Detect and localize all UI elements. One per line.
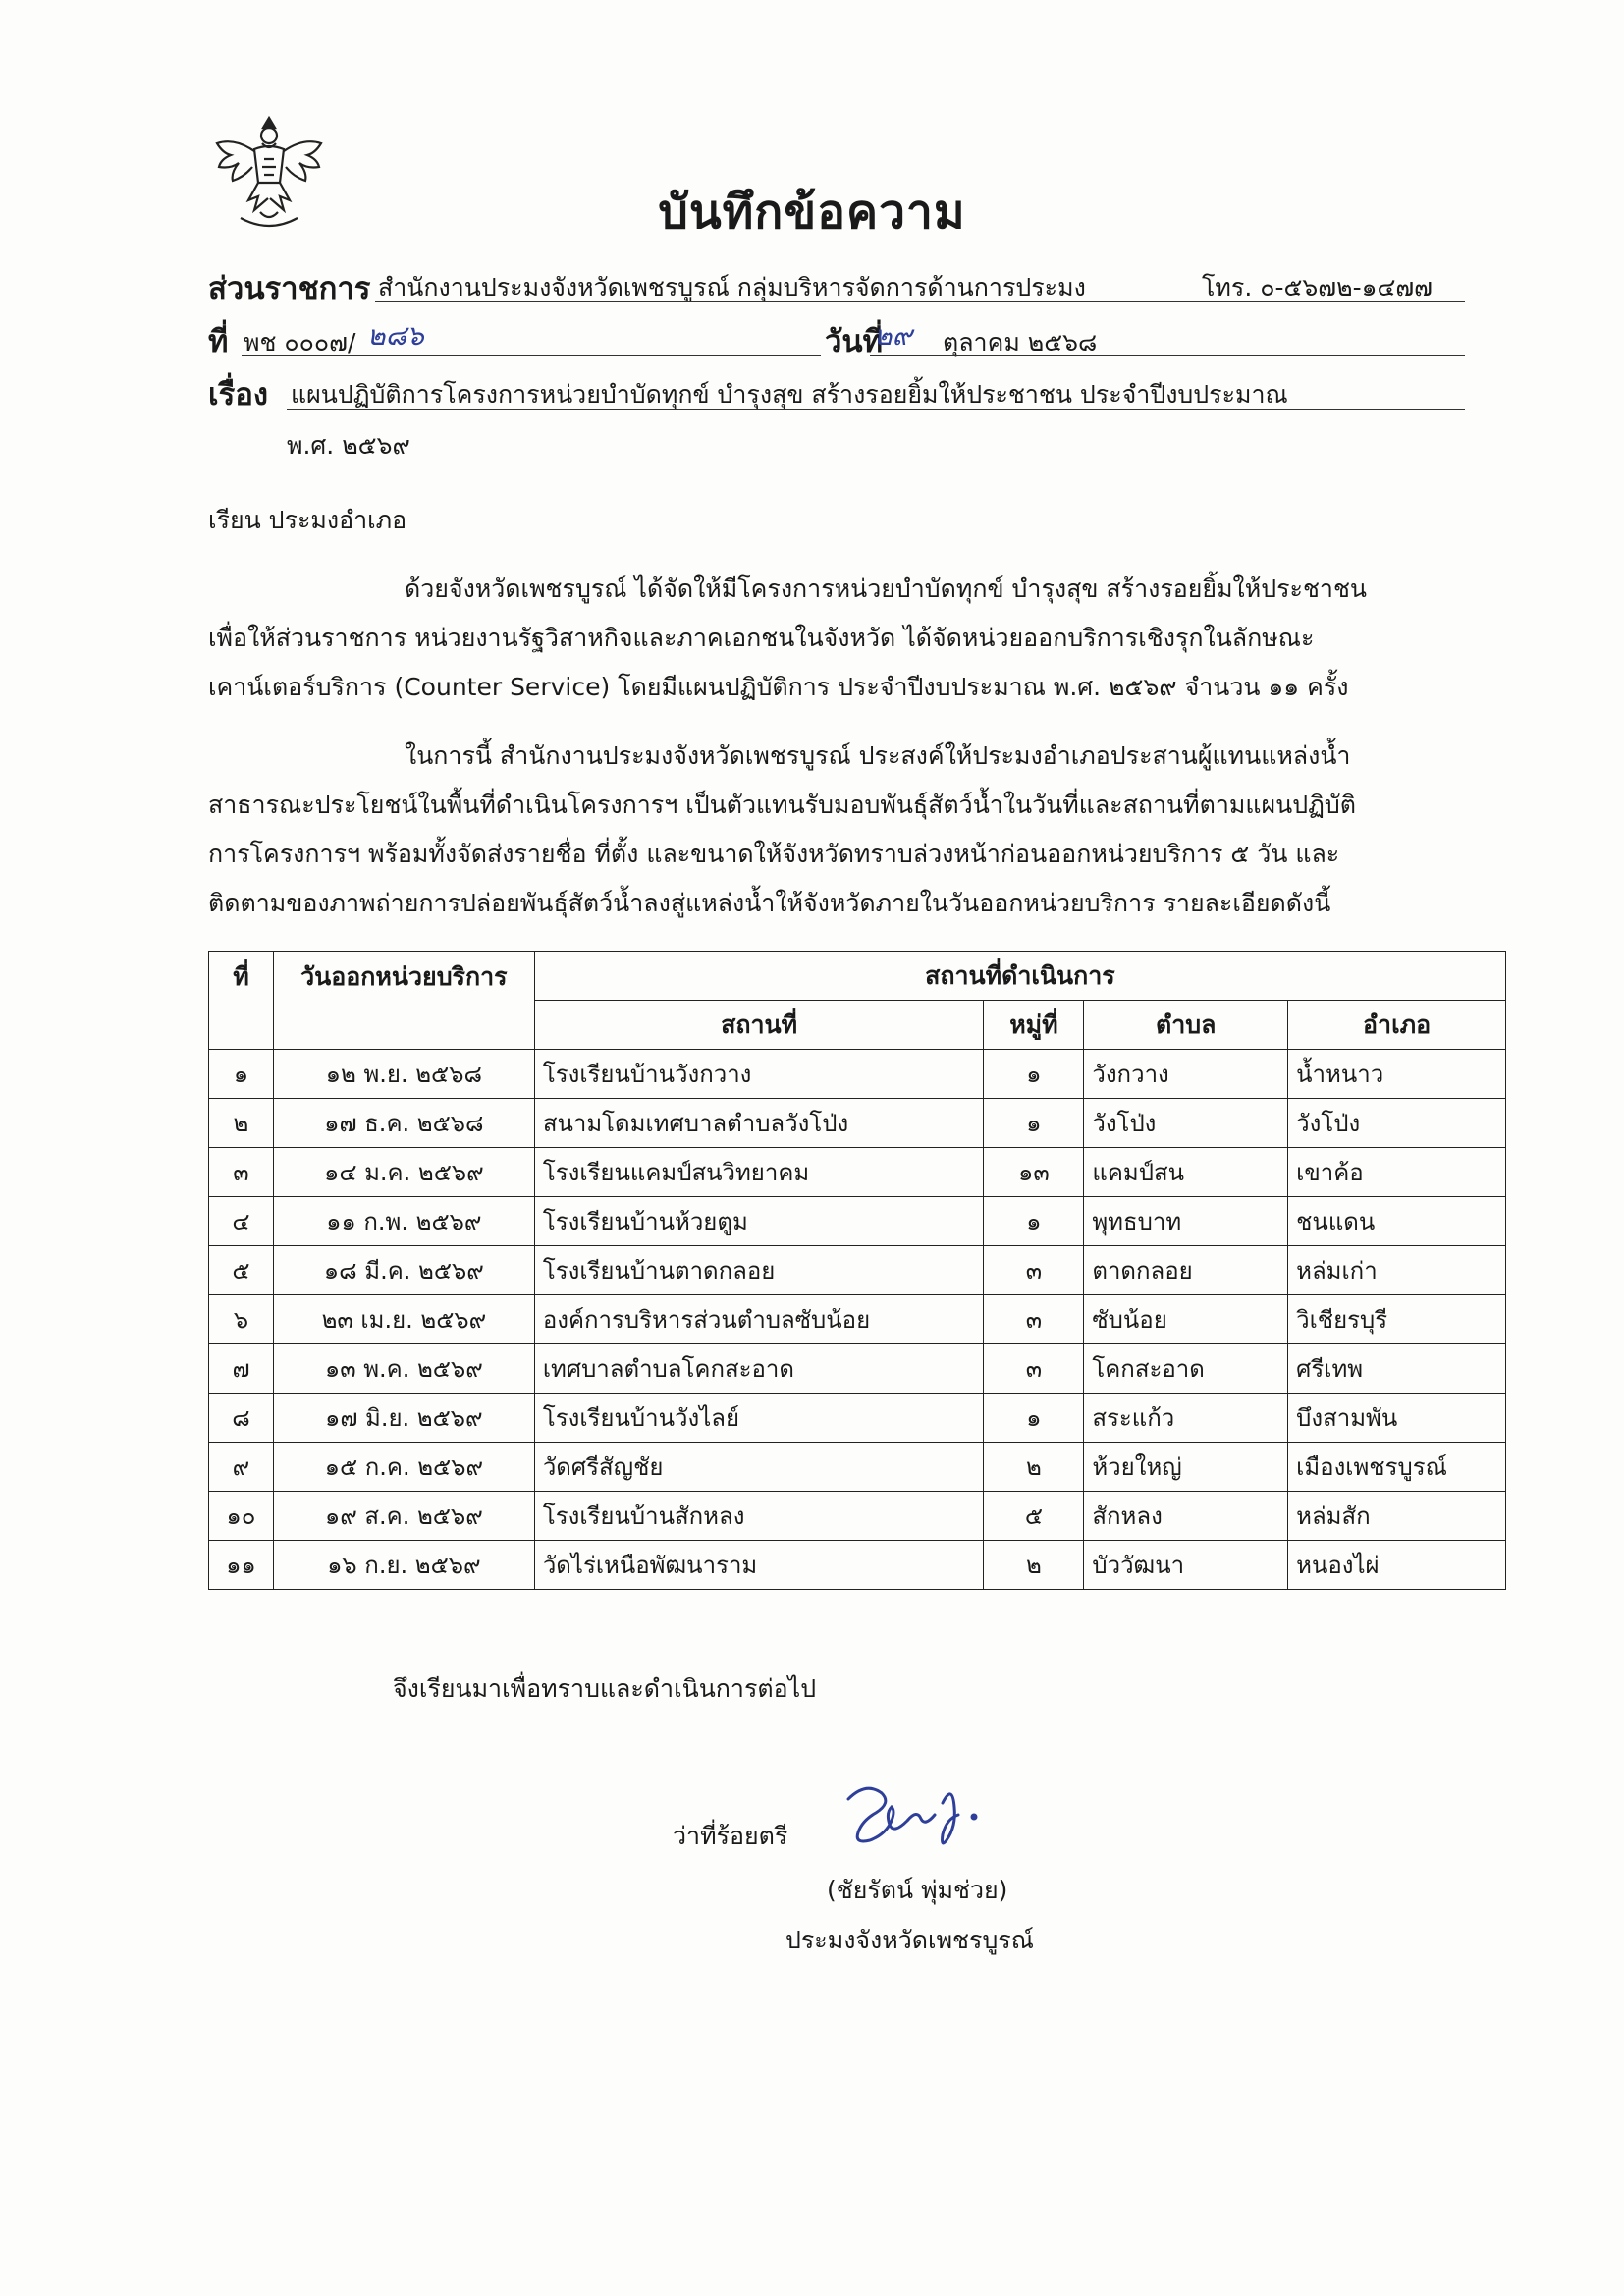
paragraph-2 [208, 732, 1463, 928]
cell-amphoe: น้ำหนาว [1288, 1050, 1506, 1099]
col-header-tambon: ตำบล [1084, 1001, 1288, 1050]
col-header-location-group: สถานที่ดำเนินการ [534, 952, 1505, 1001]
cell-moo: ๑ [984, 1394, 1084, 1443]
ref-underline [242, 355, 821, 356]
paragraph-1-line: ด้วยจังหวัดเพชรบูรณ์ ได้จัดให้มีโครงการหน่วยบำบัดทุกข์ บำรุงสุข สร้างรอยยิ้มให้ประชาชน [405, 574, 1368, 603]
subject-row [208, 369, 1463, 412]
cell-amphoe: วังโป่ง [1288, 1099, 1506, 1148]
cell-date: ๑๔ ม.ค. ๒๕๖๙ [273, 1148, 534, 1197]
col-header-date: วันออกหน่วยบริการ [273, 952, 534, 1050]
cell-moo: ๒ [984, 1541, 1084, 1590]
cell-tambon: วังกวาง [1084, 1050, 1288, 1099]
table-row [209, 1197, 1506, 1246]
cell-place: สนามโดมเทศบาลตำบลวังโป่ง [534, 1099, 984, 1148]
cell-amphoe: ศรีเทพ [1288, 1344, 1506, 1394]
cell-amphoe: ชนแดน [1288, 1197, 1506, 1246]
table-row [209, 1246, 1506, 1295]
cell-amphoe: เมืองเพชรบูรณ์ [1288, 1443, 1506, 1492]
cell-moo: ๑๓ [984, 1148, 1084, 1197]
table-row [209, 1295, 1506, 1344]
salutation: เรียน ประมงอำเภอ [208, 506, 407, 534]
cell-no: ๔ [209, 1197, 274, 1246]
schedule-table [208, 951, 1506, 1590]
cell-tambon: บัววัฒนา [1084, 1541, 1288, 1590]
cell-place: วัดไร่เหนือพัฒนาราม [534, 1541, 984, 1590]
reference-row [208, 316, 1463, 359]
paragraph-2-line: ในการนี้ สำนักงานประมงจังหวัดเพชรบูรณ์ ประสงค์ให้ประมงอำเภอประสานผู้แทนแหล่งน้ำ [405, 741, 1351, 770]
cell-place: โรงเรียนแคมป์สนวิทยาคม [534, 1148, 984, 1197]
cell-moo: ๕ [984, 1492, 1084, 1541]
cell-date: ๑๗ มิ.ย. ๒๕๖๙ [273, 1394, 534, 1443]
paragraph-2-line: สาธารณะประโยชน์ในพื้นที่ดำเนินโครงการฯ เป็นตัวแทนรับมอบพันธุ์สัตว์น้ำในวันที่และสถานที่ตามแผนปฏิบัติ [208, 791, 1356, 819]
cell-tambon: สระแก้ว [1084, 1394, 1288, 1443]
memo-title: บันทึกข้อความ [658, 185, 966, 240]
date-label: วันที่ [825, 324, 884, 359]
ref-handwritten-number: ๒๘๖ [367, 319, 424, 352]
table-header-row [209, 952, 1506, 1001]
subject-line-2: พ.ศ. ๒๕๖๙ [287, 431, 410, 460]
cell-moo: ๑ [984, 1099, 1084, 1148]
cell-no: ๗ [209, 1344, 274, 1394]
phone-number: โทร. ๐-๕๖๗๒-๑๔๗๗ [1202, 273, 1433, 301]
cell-date: ๑๑ ก.พ. ๒๕๖๙ [273, 1197, 534, 1246]
paragraph-1 [208, 565, 1463, 712]
cell-place: โรงเรียนบ้านตาดกลอย [534, 1246, 984, 1295]
cell-no: ๙ [209, 1443, 274, 1492]
cell-tambon: โคกสะอาด [1084, 1344, 1288, 1394]
table-row [209, 1050, 1506, 1099]
cell-place: โรงเรียนบ้านห้วยตูม [534, 1197, 984, 1246]
cell-amphoe: เขาค้อ [1288, 1148, 1506, 1197]
cell-tambon: ห้วยใหญ่ [1084, 1443, 1288, 1492]
subject-underline [287, 409, 1465, 410]
cell-place: โรงเรียนบ้านวังกวาง [534, 1050, 984, 1099]
cell-tambon: ตาดกลอย [1084, 1246, 1288, 1295]
cell-amphoe: วิเชียรบุรี [1288, 1295, 1506, 1344]
cell-place: วัดศรีสัญชัย [534, 1443, 984, 1492]
date-handwritten-day: ๒๙ [874, 319, 912, 352]
cell-amphoe: หล่มสัก [1288, 1492, 1506, 1541]
table-row [209, 1443, 1506, 1492]
cell-date: ๑๓ พ.ค. ๒๕๖๙ [273, 1344, 534, 1394]
cell-date: ๑๖ ก.ย. ๒๕๖๙ [273, 1541, 534, 1590]
agency-underline [375, 301, 1465, 302]
cell-tambon: พุทธบาท [1084, 1197, 1288, 1246]
cell-moo: ๑ [984, 1197, 1084, 1246]
paragraph-2-line: ติดตามของภาพถ่ายการปล่อยพันธุ์สัตว์น้ำลงสู่แหล่งน้ำให้จังหวัดภายในวันออกหน่วยบริการ รายละเอียดดังนี้ [208, 889, 1331, 917]
cell-tambon: สักหลง [1084, 1492, 1288, 1541]
paragraph-1-line: เพื่อให้ส่วนราชการ หน่วยงานรัฐวิสาหกิจและภาคเอกชนในจังหวัด ได้จัดหน่วยออกบริการเชิงรุกในลักษณะ [208, 624, 1315, 652]
ref-value: พช ๐๐๐๗/ [244, 328, 356, 356]
cell-moo: ๒ [984, 1443, 1084, 1492]
table-row [209, 1394, 1506, 1443]
signature-position: ประมงจังหวัดเพชรบูรณ์ [785, 1926, 1034, 1954]
signature-name: (ชัยรัตน์ พุ่มช่วย) [827, 1876, 1008, 1904]
cell-no: ๓ [209, 1148, 274, 1197]
table-row [209, 1541, 1506, 1590]
cell-no: ๖ [209, 1295, 274, 1344]
closing-text: จึงเรียนมาเพื่อทราบและดำเนินการต่อไป [393, 1674, 817, 1703]
cell-moo: ๑ [984, 1050, 1084, 1099]
table-row [209, 1148, 1506, 1197]
cell-date: ๒๓ เม.ย. ๒๕๖๙ [273, 1295, 534, 1344]
cell-place: องค์การบริหารส่วนตำบลซับน้อย [534, 1295, 984, 1344]
subject-line-1: แผนปฏิบัติการโครงการหน่วยบำบัดทุกข์ บำรุงสุข สร้างรอยยิ้มให้ประชาชน ประจำปีงบประมาณ [291, 380, 1288, 409]
cell-date: ๑๘ มี.ค. ๒๕๖๙ [273, 1246, 534, 1295]
cell-place: โรงเรียนบ้านสักหลง [534, 1492, 984, 1541]
col-header-no: ที่ [209, 952, 274, 1050]
table-row [209, 1099, 1506, 1148]
cell-no: ๘ [209, 1394, 274, 1443]
cell-moo: ๓ [984, 1246, 1084, 1295]
paragraph-2-line: การโครงการฯ พร้อมทั้งจัดส่งรายชื่อ ที่ตั้ง และขนาดให้จังหวัดทราบล่วงหน้าก่อนออกหน่วยบริการ ๕ วัน และ [208, 840, 1340, 868]
paragraph-1-line: เคาน์เตอร์บริการ (Counter Service) โดยมีแผนปฏิบัติการ ประจำปีงบประมาณ พ.ศ. ๒๕๖๙ จำนวน ๑๑ ครั้ง [208, 673, 1349, 701]
handwritten-signature [835, 1776, 1001, 1864]
cell-amphoe: หนองไผ่ [1288, 1541, 1506, 1590]
cell-date: ๑๒ พ.ย. ๒๕๖๘ [273, 1050, 534, 1099]
cell-place: เทศบาลตำบลโคกสะอาด [534, 1344, 984, 1394]
cell-tambon: วังโป่ง [1084, 1099, 1288, 1148]
cell-moo: ๓ [984, 1295, 1084, 1344]
cell-no: ๑ [209, 1050, 274, 1099]
cell-moo: ๓ [984, 1344, 1084, 1394]
cell-date: ๑๗ ธ.ค. ๒๕๖๘ [273, 1099, 534, 1148]
col-header-place: สถานที่ [534, 1001, 984, 1050]
agency-label: ส่วนราชการ [208, 271, 371, 306]
cell-date: ๑๕ ก.ค. ๒๕๖๙ [273, 1443, 534, 1492]
cell-amphoe: หล่มเก่า [1288, 1246, 1506, 1295]
table-row [209, 1344, 1506, 1394]
ref-label: ที่ [208, 324, 229, 359]
signature-rank: ว่าที่ร้อยตรี [673, 1822, 788, 1850]
cell-date: ๑๙ ส.ค. ๒๕๖๙ [273, 1492, 534, 1541]
subject-label: เรื่อง [208, 377, 269, 412]
cell-amphoe: บึงสามพัน [1288, 1394, 1506, 1443]
cell-tambon: ซับน้อย [1084, 1295, 1288, 1344]
cell-no: ๑๐ [209, 1492, 274, 1541]
agency-value: สำนักงานประมงจังหวัดเพชรบูรณ์ กลุ่มบริหารจัดการด้านการประมง [378, 273, 1086, 301]
cell-tambon: แคมป์สน [1084, 1148, 1288, 1197]
table-row [209, 1492, 1506, 1541]
cell-no: ๕ [209, 1246, 274, 1295]
cell-no: ๑๑ [209, 1541, 274, 1590]
cell-place: โรงเรียนบ้านวังไลย์ [534, 1394, 984, 1443]
date-value: ตุลาคม ๒๕๖๘ [943, 328, 1098, 356]
col-header-amphoe: อำเภอ [1288, 1001, 1506, 1050]
date-underline [870, 355, 1465, 356]
cell-no: ๒ [209, 1099, 274, 1148]
agency-row [208, 263, 1463, 306]
col-header-moo: หมู่ที่ [984, 1001, 1084, 1050]
